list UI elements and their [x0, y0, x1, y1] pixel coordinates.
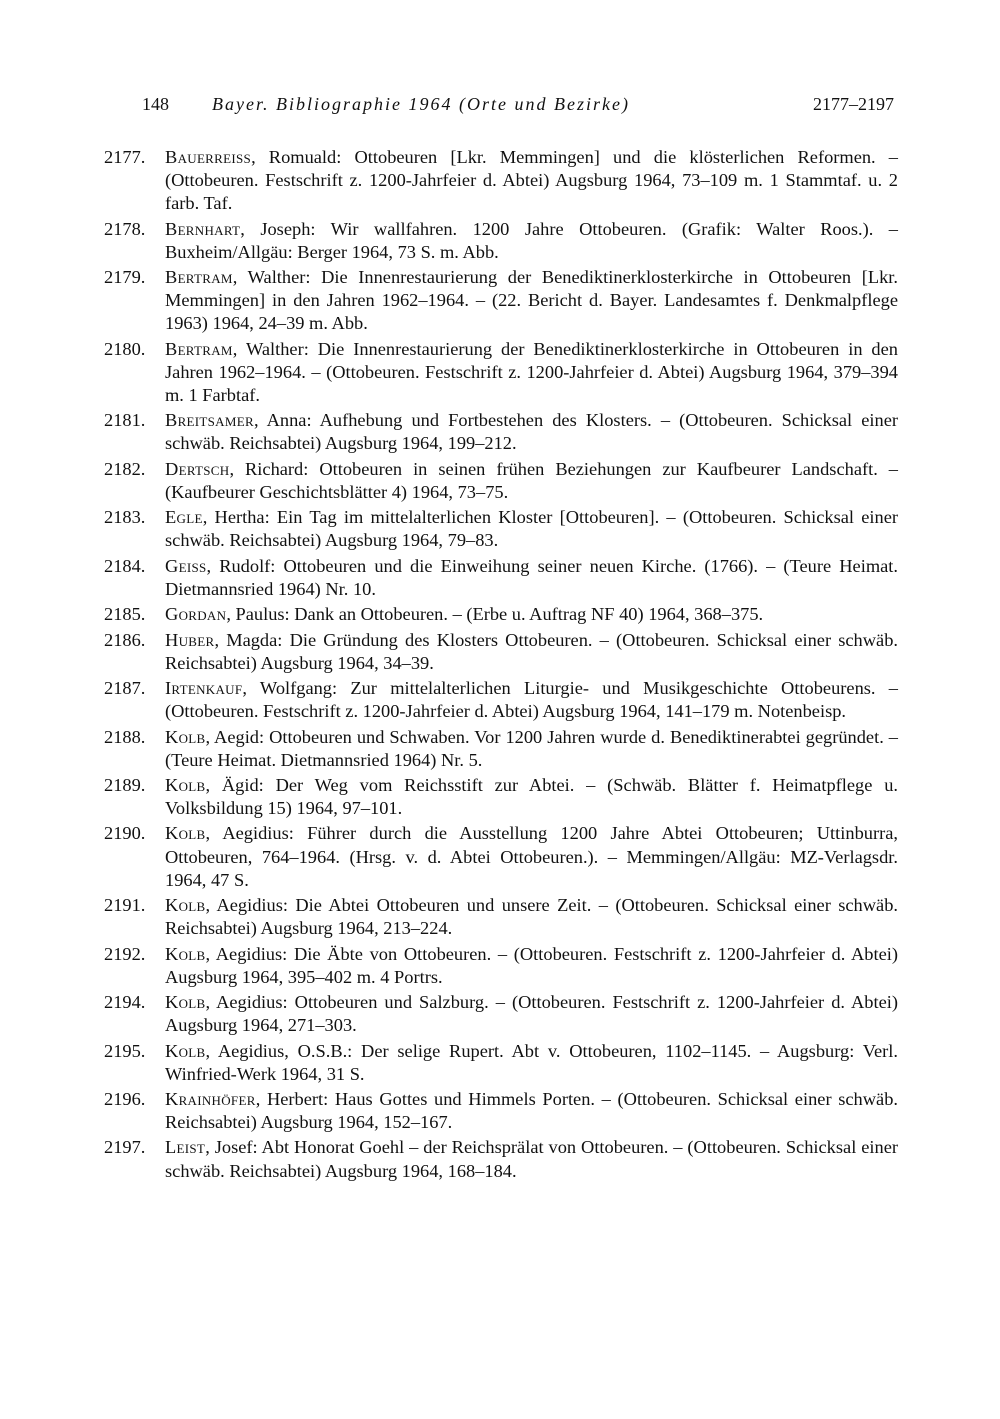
entry-text — [165, 555, 898, 601]
bibliography-entry — [104, 726, 898, 772]
entry-number: 2196. — [104, 1089, 146, 1109]
bibliography-entry — [104, 506, 898, 552]
entry-author: Breitsamer — [165, 410, 254, 431]
bibliography-entry — [104, 774, 898, 820]
bibliography-entry — [104, 555, 898, 601]
entry-citation: , Paulus: Dank an Ottobeuren. – (Erbe u. Auftrag NF 40) 1964, 368–375. — [226, 604, 764, 625]
entry-author: Kolb — [165, 726, 206, 747]
bibliography-entry — [104, 1136, 898, 1182]
entry-text — [165, 1088, 898, 1134]
entry-number: 2180. — [104, 338, 146, 359]
entry-text — [165, 726, 898, 772]
entry-author: Leist — [165, 1137, 206, 1158]
entry-author: Kolb — [165, 943, 206, 964]
entry-citation: , Walther: Die Innenrestaurierung der Benediktinerklosterkirche in Ottobeuren [Lkr. Memmingen] in den Jahren 1962–1964. – (22. Bericht d. Bayer. Landesamtes f. Denkmalpflege 1963) 1964, 24–39 m. Abb. — [165, 267, 898, 334]
entry-citation: , Joseph: Wir wallfahren. 1200 Jahre Ottobeuren. (Grafik: Walter Roos.). – Buxheim/Allgäu: Berger 1964, 73 S. m. Abb. — [165, 218, 898, 262]
entry-number: 2184. — [104, 555, 146, 576]
entry-author: Geiss — [165, 555, 207, 576]
entry-number: 2178. — [104, 218, 146, 239]
bibliography-entry — [104, 146, 898, 215]
entry-number: 2197. — [104, 1137, 146, 1158]
bibliography-entry — [104, 338, 898, 407]
entry-text — [165, 822, 898, 891]
entry-citation: , Herbert: Haus Gottes und Himmels Porten. – (Ottobeuren. Schicksal einer schwäb. Reichsabtei) Augsburg 1964, 152–167. — [165, 1089, 898, 1133]
entry-citation: , Ägid: Der Weg vom Reichsstift zur Abtei. – (Schwäb. Blätter f. Heimatpflege u. Volksbildung 15) 1964, 97–101. — [165, 775, 898, 819]
entry-text — [165, 991, 898, 1037]
bibliography-entry — [104, 266, 898, 335]
entry-text — [165, 338, 898, 407]
entry-author: Kolb — [165, 775, 206, 795]
bibliography-entry — [104, 991, 898, 1037]
entry-citation: , Romuald: Ottobeuren [Lkr. Memmingen] und die klösterlichen Reformen. – (Ottobeuren. Festschrift z. 1200-Jahrfeier d. Abtei) Augsburg 1964, 73–109 m. 1 Stammtaf. u. 2 farb. Taf. — [165, 147, 898, 214]
running-title: Bayer. Bibliographie 1964 (Orte und Bezirke) — [212, 94, 630, 114]
entry-author: Bauerreiss — [165, 147, 252, 167]
entry-author: Bertram — [165, 267, 233, 288]
entry-number: 2194. — [104, 992, 146, 1013]
entry-text — [165, 629, 898, 675]
entry-author: Bertram — [165, 338, 233, 359]
entry-text — [165, 774, 898, 820]
page-number: 148 — [142, 94, 169, 114]
entry-text — [165, 1040, 898, 1086]
entry-author: Bernhart — [165, 218, 241, 239]
entry-number: 2182. — [104, 458, 146, 479]
entry-author: Kolb — [165, 823, 206, 844]
entry-text — [165, 894, 898, 940]
entry-number: 2186. — [104, 629, 146, 650]
bibliography-entry — [104, 1088, 898, 1134]
entry-citation: , Aegidius: Die Äbte von Ottobeuren. – (Ottobeuren. Festschrift z. 1200-Jahrfeier d. Abtei) Augsburg 1964, 395–402 m. 4 Portrs. — [165, 943, 898, 987]
entry-number: 2195. — [104, 1040, 146, 1061]
entry-author: Kolb — [165, 992, 206, 1013]
entry-range: 2177–2197 — [813, 94, 894, 114]
entry-text — [165, 218, 898, 264]
bibliography-entry — [104, 458, 898, 504]
entry-author: Huber — [165, 629, 215, 650]
bibliography-entry — [104, 1040, 898, 1086]
entry-author: Kolb — [165, 895, 206, 916]
bibliography-entry — [104, 409, 898, 455]
bibliography-entry — [104, 677, 898, 723]
bibliography-entry — [104, 629, 898, 675]
entry-citation: , Aegidius: Ottobeuren und Salzburg. – (Ottobeuren. Festschrift z. 1200-Jahrfeier d. Abtei) Augsburg 1964, 271–303. — [165, 992, 898, 1036]
entry-number: 2177. — [104, 147, 146, 167]
entry-citation: , Magda: Die Gründung des Klosters Ottobeuren. – (Ottobeuren. Schicksal einer schwäb. Reichsabtei) Augsburg 1964, 34–39. — [165, 629, 898, 673]
entry-text — [165, 458, 898, 504]
running-header — [142, 94, 894, 120]
entry-author: Kolb — [165, 1040, 206, 1061]
entry-number: 2181. — [104, 410, 146, 431]
bibliography-entry — [104, 894, 898, 940]
entry-citation: , Richard: Ottobeuren in seinen frühen Beziehungen zur Kaufbeurer Landschaft. – (Kaufbeurer Geschichtsblätter 4) 1964, 73–75. — [165, 458, 898, 502]
entry-number: 2183. — [104, 507, 146, 528]
entry-text — [165, 266, 898, 335]
entry-text — [165, 409, 898, 455]
entry-text — [165, 603, 898, 626]
bibliography-entry — [104, 822, 898, 891]
entry-number: 2189. — [104, 775, 146, 795]
entry-author: Gordan — [165, 604, 227, 625]
entry-number: 2191. — [104, 895, 146, 916]
bibliography-entry — [104, 218, 898, 264]
entry-text — [165, 1136, 898, 1182]
entry-citation: , Aegidius, O.S.B.: Der selige Rupert. Abt v. Ottobeuren, 1102–1145. – Augsburg: Verl. Winfried-Werk 1964, 31 S. — [165, 1040, 898, 1084]
entry-author: Egle — [165, 507, 203, 528]
entry-text — [165, 943, 898, 989]
entry-number: 2187. — [104, 678, 146, 699]
entry-citation: , Rudolf: Ottobeuren und die Einweihung seiner neuen Kirche. (1766). – (Teure Heimat. Dietmannsried 1964) Nr. 10. — [165, 555, 898, 599]
entry-citation: , Anna: Aufhebung und Fortbestehen des Klosters. – (Ottobeuren. Schicksal einer schwäb. Reichsabtei) Augsburg 1964, 199–212. — [165, 410, 898, 454]
entry-citation: , Aegidius: Die Abtei Ottobeuren und unsere Zeit. – (Ottobeuren. Schicksal einer schwäb. Reichsabtei) Augsburg 1964, 213–224. — [165, 895, 898, 939]
entry-citation: , Aegid: Ottobeuren und Schwaben. Vor 1200 Jahren wurde d. Benediktinerabtei gegründet. – (Teure Heimat. Dietmannsried 1964) Nr. 5. — [165, 726, 898, 770]
entry-number: 2185. — [104, 604, 146, 625]
entry-citation: , Walther: Die Innenrestaurierung der Benediktinerklosterkirche in Ottobeuren in den Jahren 1962–1964. – (Ottobeuren. Festschrift z. 1200-Jahrfeier d. Abtei) Augsburg 1964, 379–394 m. 1 Farbtaf. — [165, 338, 898, 405]
entry-number: 2192. — [104, 943, 146, 964]
entry-citation: , Aegidius: Führer durch die Ausstellung 1200 Jahre Abtei Ottobeuren; Uttinburra, Ottobeuren, 764–1964. (Hrsg. v. d. Abtei Ottobeuren.). – Memmingen/Allgäu: MZ-Verlagsdr. 1964, 47 S. — [165, 823, 898, 890]
entry-citation: , Wolfgang: Zur mittelalterlichen Liturgie- und Musikgeschichte Ottobeurens. – (Ottobeuren. Festschrift z. 1200-Jahrfeier d. Abtei) Augsburg 1964, 141–179 m. Notenbeisp. — [165, 678, 898, 722]
entry-number: 2179. — [104, 267, 146, 288]
entry-author: Krainhöfer — [165, 1089, 256, 1109]
entry-citation: , Josef: Abt Honorat Goehl – der Reichsprälat von Ottobeuren. – (Ottobeuren. Schicksal einer schwäb. Reichsabtei) Augsburg 1964, 168–184. — [165, 1137, 898, 1181]
bibliography-entry — [104, 943, 898, 989]
entry-text — [165, 146, 898, 215]
entry-citation: , Hertha: Ein Tag im mittelalterlichen Kloster [Ottobeuren]. – (Ottobeuren. Schicksal einer schwäb. Reichsabtei) Augsburg 1964, 79–83. — [165, 507, 898, 551]
bibliography-entry — [104, 603, 898, 626]
entry-author: Irtenkauf — [165, 678, 243, 699]
entry-number: 2190. — [104, 823, 146, 844]
bibliography-list — [104, 146, 898, 1185]
entry-text — [165, 506, 898, 552]
entry-number: 2188. — [104, 726, 146, 747]
entry-text — [165, 677, 898, 723]
entry-author: Dertsch — [165, 458, 230, 479]
